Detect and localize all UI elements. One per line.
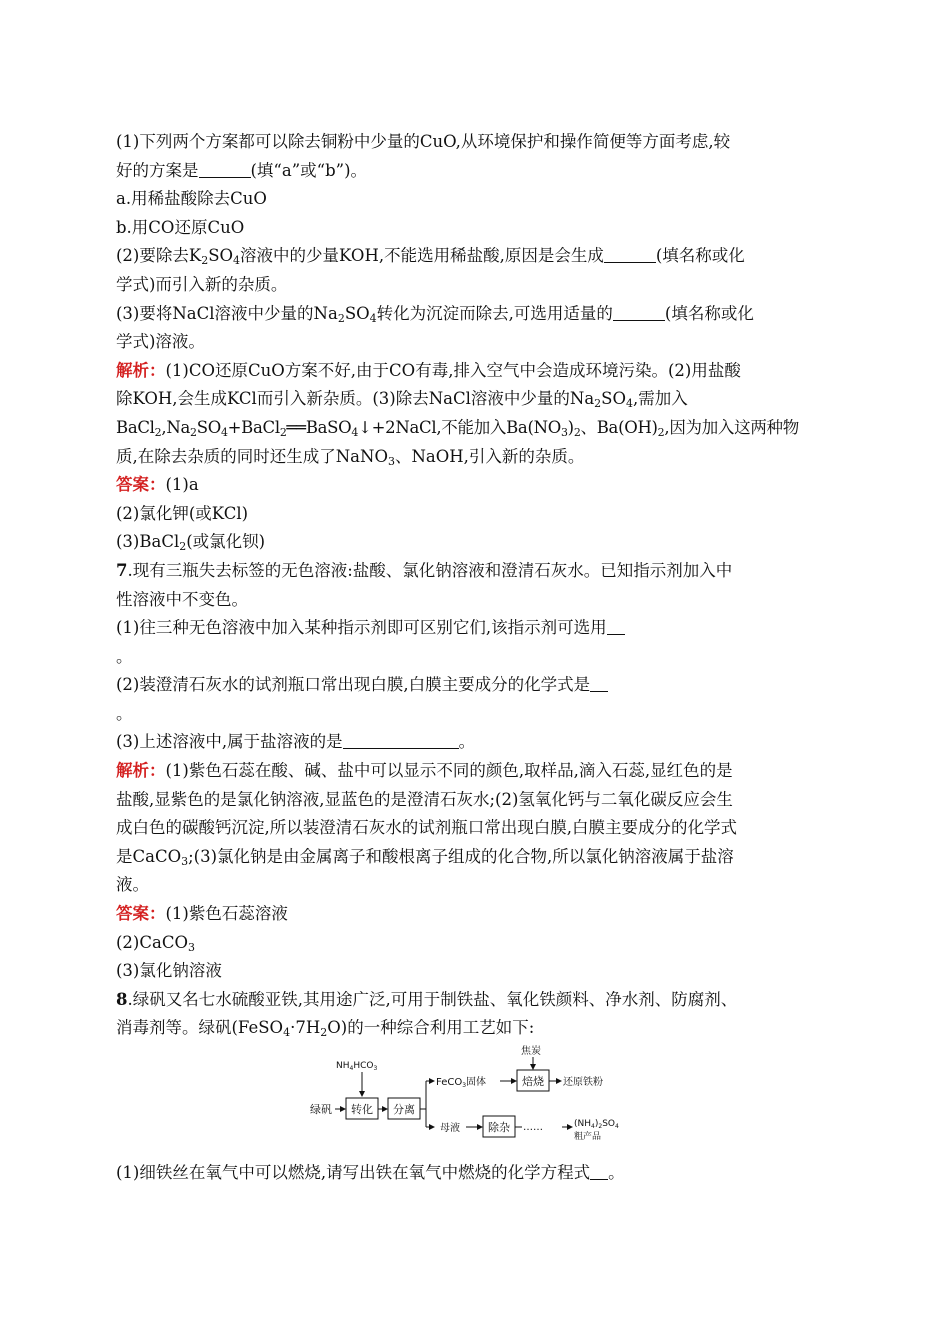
q7-part1-end: 。 [116,646,133,666]
answer-label: 答案： [116,475,166,495]
q6-part3-line2: 学式)溶液。 [116,332,205,352]
q6-option-a: a.用稀盐酸除去CuO [116,189,267,209]
label-jiaotan: 焦炭 [521,1046,541,1057]
q7-answer-line1: 答案：(1)紫色石蕊溶液 [116,904,288,924]
answer-blank[interactable] [590,673,608,692]
label-fenli: 分离 [393,1103,415,1116]
q6-part2-line2: 学式)而引入新的杂质。 [116,274,288,294]
label-nh4-2so4: $(NH_4)_2SO_4$ [574,1119,619,1130]
q6-analysis-line1: 解析：(1)CO还原CuO方案不好,由于CO有毒,排入空气中会造成环境污染。(2)用盐酸 [116,360,741,380]
analysis-label: 解析： [116,761,166,781]
q6-part2-line1: (2)要除去$K_2SO_4$溶液中的少量KOH,不能选用稀盐酸,原因是会生成 (填名称或化 [116,246,745,268]
q7-part3: (3)上述溶液中,属于盐溶液的是 。 [116,732,476,752]
q7-analysis-line4: 是CaCO$_3$;(3)氯化钠是由金属离子和酸根离子组成的化合物,所以氯化钠溶液属于盐溶 [116,846,734,868]
label-dots: …… [523,1122,543,1133]
question-number: 8 [116,989,128,1009]
question-number: 7 [116,560,128,580]
q6-part1-line2: 好的方案是 (填“a”或“b”)。 [116,160,368,180]
label-zhuanhua: 转化 [351,1103,373,1116]
process-flow-diagram [310,1043,640,1145]
q6-analysis-line4: 质,在除去杂质的同时还生成了NaNO$_3$、NaOH,引入新的杂质。 [116,446,585,468]
q6-answer-line1: 答案：(1)a [116,475,199,495]
q7-answer-line2: (2)CaCO$_3$ [116,932,195,954]
answer-blank[interactable] [343,730,459,749]
answer-blank[interactable] [199,159,251,178]
label-beishao: 焙烧 [522,1075,544,1088]
q7-part2: (2)装澄清石灰水的试剂瓶口常出现白膜,白膜主要成分的化学式是 [116,671,836,700]
q7-analysis-line5: 液。 [116,875,149,895]
q7-part1: (1)往三种无色溶液中加入某种指示剂即可区别它们,该指示剂可选用 [116,614,836,643]
answer-label: 答案： [116,904,166,924]
q8-stem-line2: 消毒剂等。绿矾$(FeSO_4\cdot 7H_2O)$的一种综合利用工艺如下: [116,1018,535,1040]
document-body [116,128,836,1188]
q7-answer-line3: (3)氯化钠溶液 [116,961,222,981]
q6-part1-line1: (1)下列两个方案都可以除去铜粉中少量的CuO,从环境保护和操作简便等方面考虑,较 [116,132,731,151]
q6-analysis-line2: 除KOH,会生成KCl而引入新杂质。(3)除去NaCl溶液中少量的$Na_2SO_4$,需加入 [116,389,688,411]
q7-part2-end: 。 [116,703,133,723]
label-chuza: 除杂 [488,1121,510,1134]
q7-analysis-line3: 成白色的碳酸钙沉淀,所以装澄清石灰水的试剂瓶口常出现白膜,白膜主要成分的化学式 [116,818,737,838]
answer-blank[interactable] [607,616,625,635]
label-nh4hco3: $NH_4HCO_3$ [336,1061,378,1072]
label-huanyuan: 还原铁粉 [563,1077,603,1088]
answer-blank[interactable] [590,1161,608,1180]
label-muye: 母液 [440,1123,460,1134]
q6-analysis-line3: $BaCl_2,Na_2SO_4+BaCl_2══BaSO_4↓+2NaCl$,不能加入$Ba(NO_3)_2$、$Ba(OH)_2$,因为加入这两种物 [116,417,799,439]
q8-stem-line1: 8.绿矾又名七水硫酸亚铁,其用途广泛,可用于制铁盐、氧化铁颜料、净水剂、防腐剂、 [116,989,738,1009]
q6-option-b: b.用CO还原CuO [116,217,245,237]
answer-blank[interactable] [613,302,665,321]
q7-stem-line1: 7.现有三瓶失去标签的无色溶液:盐酸、氯化钠溶液和澄清石灰水。已知指示剂加入中 [116,560,733,580]
q7-analysis-line2: 盐酸,显紫色的是氯化钠溶液,显蓝色的是澄清石灰水;(2)氢氧化钙与二氧化碳反应会生 [116,789,733,809]
q7-stem-line2: 性溶液中不变色。 [116,589,248,609]
q6-answer-line2: (2)氯化钾(或KCl) [116,503,249,523]
label-cuchanpin: 粗产品 [574,1132,602,1142]
q6-part3-line1: (3)要将NaCl溶液中少量的$Na_2SO_4$转化为沉淀而除去,可选用适量的 (填名称或化 [116,303,754,325]
analysis-label: 解析： [116,360,166,380]
answer-blank[interactable] [604,244,656,263]
q8-part1: (1)细铁丝在氧气中可以燃烧,请写出铁在氧气中燃烧的化学方程式 。 [116,1163,625,1182]
label-lvfan: 绿矾 [310,1103,332,1116]
q6-answer-line3: (3)BaCl$_2$(或氯化钡) [116,532,266,554]
q7-analysis-line1: 解析：(1)紫色石蕊在酸、碱、盐中可以显示不同的颜色,取样品,滴入石蕊,显红色的是 [116,761,733,781]
label-feco3: FeCO$_3$固体 [436,1077,487,1089]
